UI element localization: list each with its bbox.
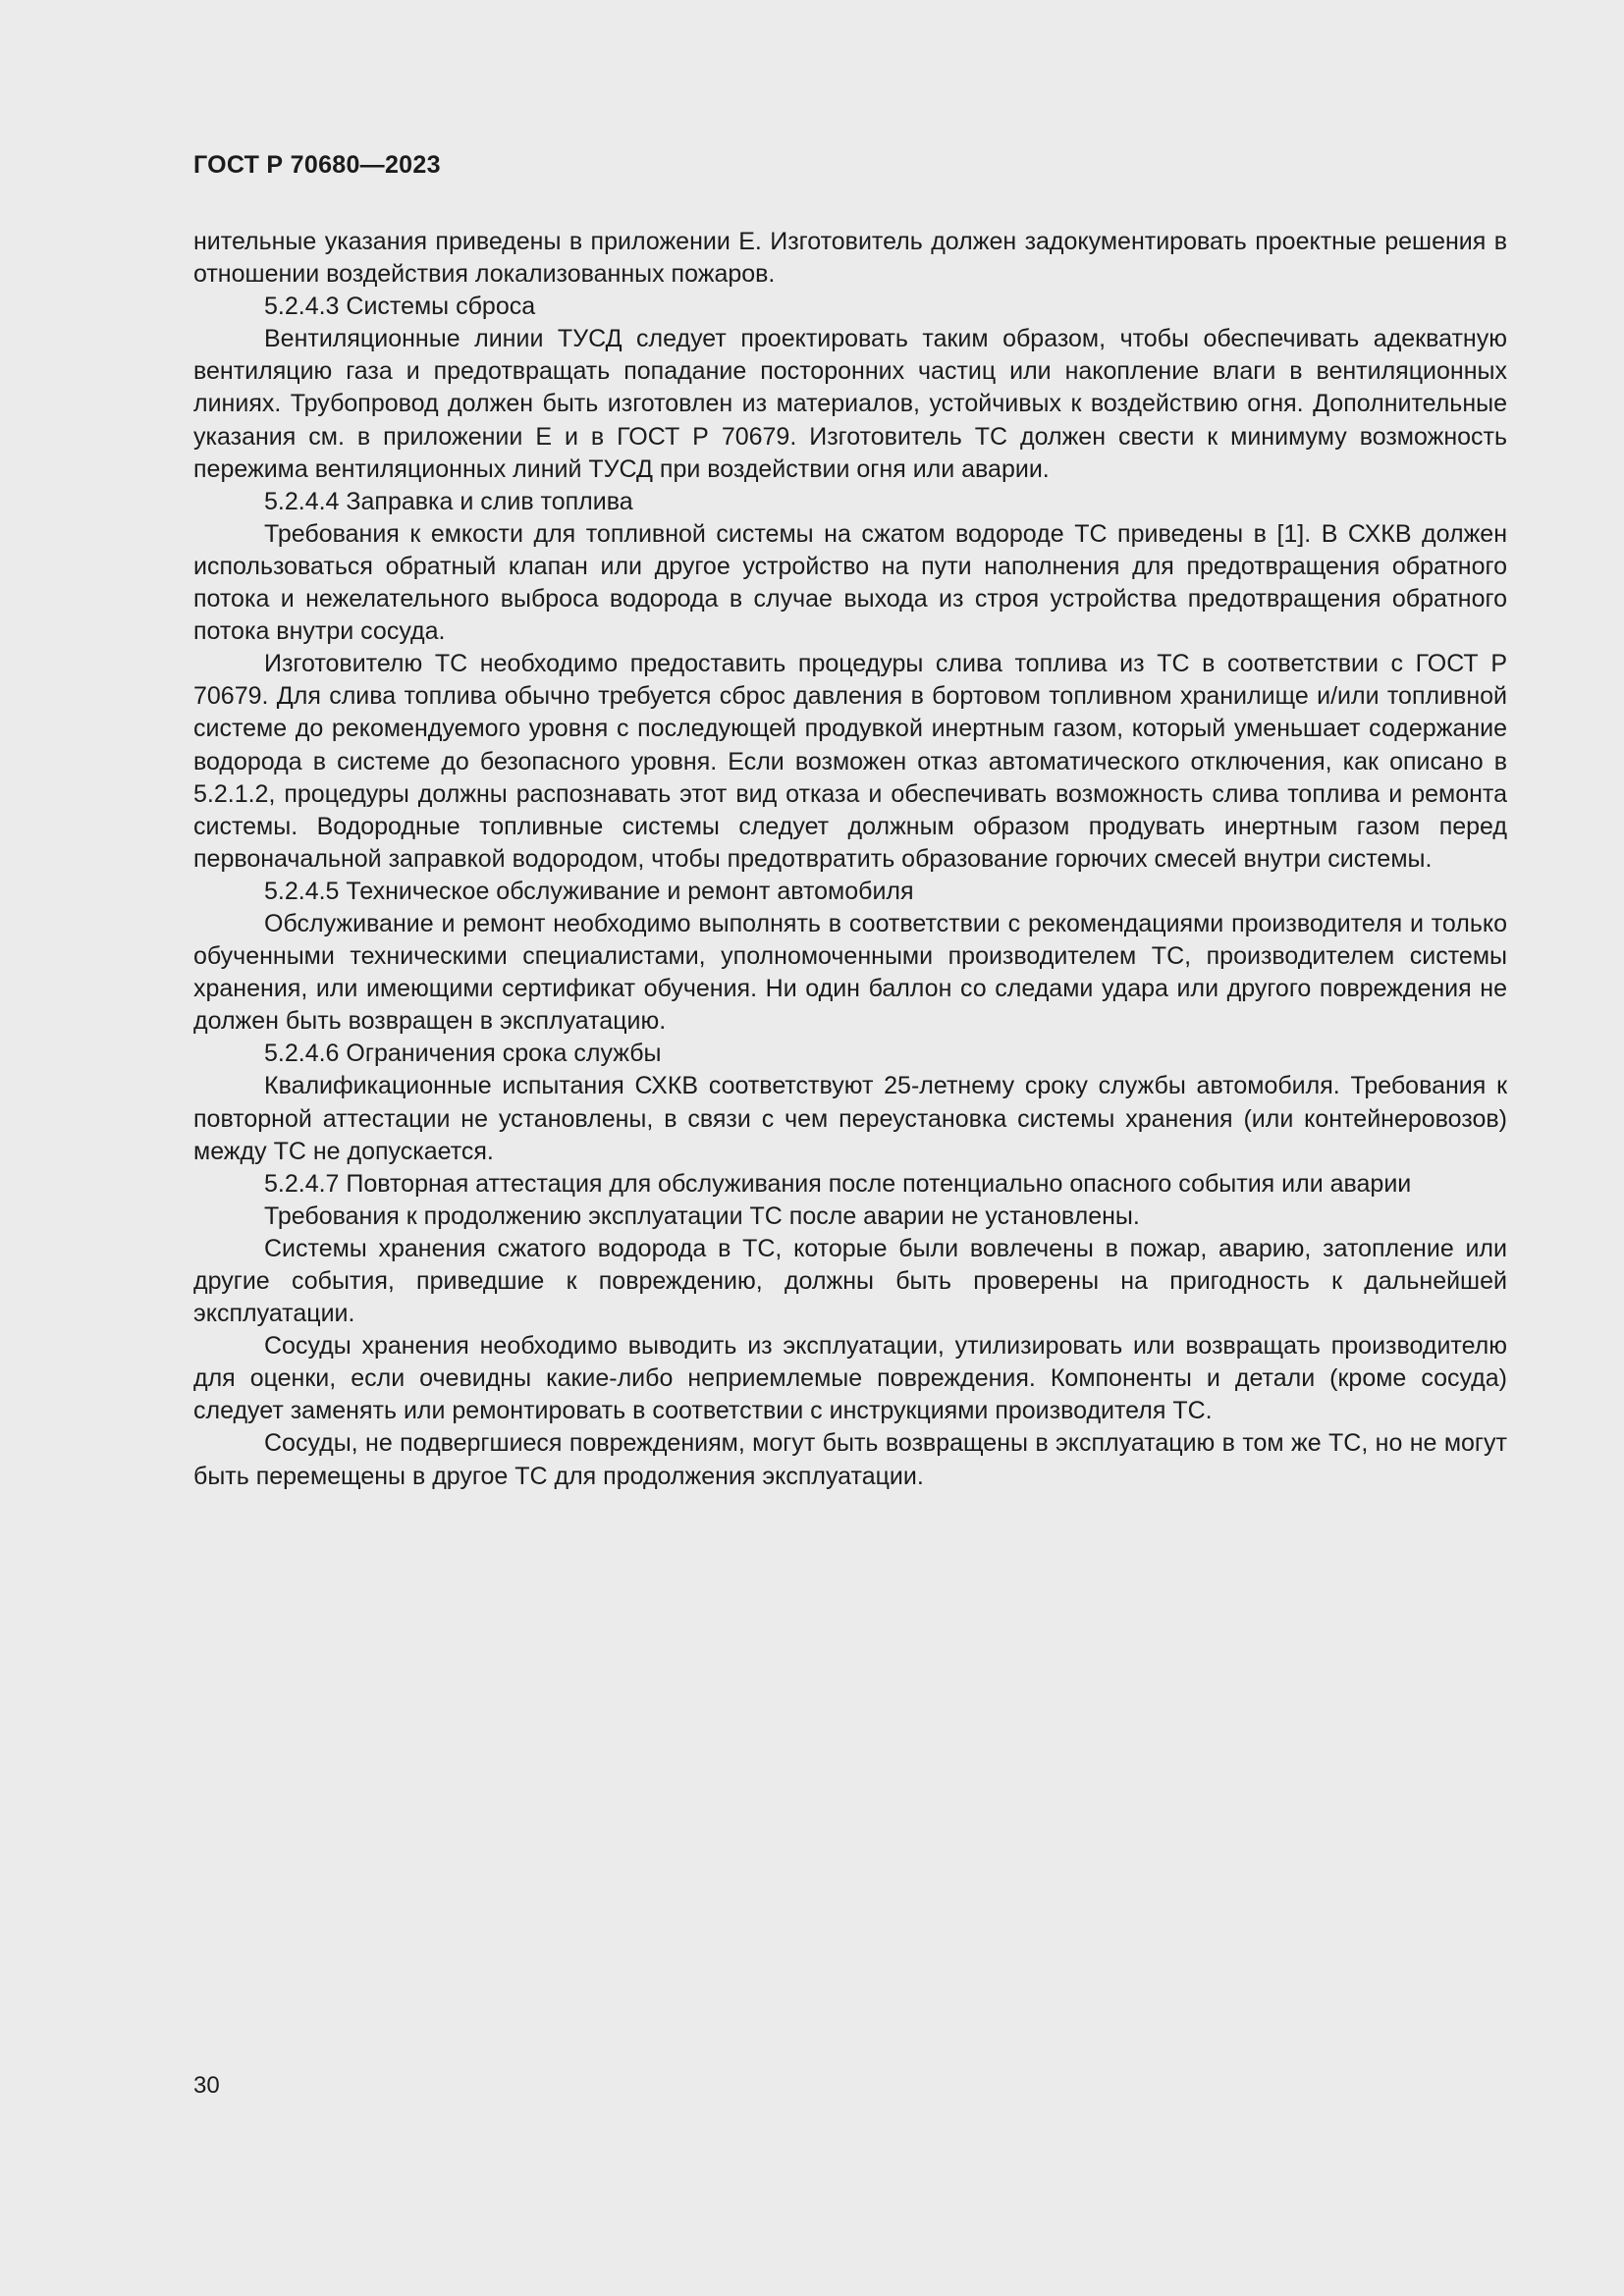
section-heading-5-2-4-4: 5.2.4.4 Заправка и слив топлива — [264, 487, 633, 515]
body-paragraph: Квалификационные испытания СХКВ соответствуют 25-летнему сроку службы автомобиля. Требования к повторной аттестации не установлены, в связи с чем переустановка системы хранения (или контейнеровозов) между ТС не допускается. — [193, 1072, 1507, 1165]
section-heading-5-2-4-5: 5.2.4.5 Техническое обслуживание и ремонт автомобиля — [264, 877, 914, 905]
body-paragraph: Сосуды, не подвергшиеся повреждениям, могут быть возвращены в эксплуатацию в том же ТС, но не могут быть перемещены в другое ТС для продолжения эксплуатации. — [193, 1429, 1507, 1490]
section-heading-5-2-4-6: 5.2.4.6 Ограничения срока службы — [264, 1040, 662, 1068]
section-heading-5-2-4-7: 5.2.4.7 Повторная аттестация для обслуживания после потенциально опасного события или аварии — [264, 1169, 1412, 1198]
running-header: ГОСТ Р 70680—2023 — [193, 151, 441, 179]
body-paragraph: Сосуды хранения необходимо выводить из эксплуатации, утилизировать или возвращать производителю для оценки, если очевидны какие-либо неприемлемые повреждения. Компоненты и детали (кроме сосуда) следует заменять или ремонтировать в соответствии с инструкциями производителя ТС. — [193, 1332, 1507, 1425]
body-paragraph: Требования к емкости для топливной системы на сжатом водороде ТС приведены в [1]. В СХКВ должен использоваться обратный клапан или другое устройство на пути наполнения для предотвращения обратного потока и нежелательного выброса водорода в случае выхода из строя устройства предотвращения обратного потока внутри сосуда. — [193, 519, 1507, 646]
body-paragraph: Требования к продолжению эксплуатации ТС после аварии не установлены. — [264, 1201, 1140, 1230]
document-body — [193, 226, 1507, 1493]
continuation-paragraph: нительные указания приведены в приложении Е. Изготовитель должен задокументировать проектные решения в отношении воздействия локализованных пожаров. — [193, 228, 1507, 289]
section-heading-5-2-4-3: 5.2.4.3 Системы сброса — [264, 293, 536, 321]
page-number: 30 — [193, 2072, 220, 2099]
body-paragraph: Изготовителю ТС необходимо предоставить процедуры слива топлива из ТС в соответствии с ГОСТ Р 70679. Для слива топлива обычно требуется сброс давления в бортовом топливном хранилище и/или топливной системе до рекомендуемого уровня с последующей продувкой инертным газом, который уменьшает содержание водорода в системе до безопасного уровня. Если возможен отказ автоматического отключения, как описано в 5.2.1.2, процедуры должны распознавать этот вид отказа и обеспечивать возможность слива топлива и ремонта системы. Водородные топливные системы следует должным образом продувать инертным газом перед первоначальной заправкой водородом, чтобы предотвратить образование горючих смесей внутри системы. — [193, 650, 1507, 873]
body-paragraph: Вентиляционные линии ТУСД следует проектировать таким образом, чтобы обеспечивать адекватную вентиляцию газа и предотвращать попадание посторонних частиц или накопление влаги в вентиляционных линиях. Трубопровод должен быть изготовлен из материалов, устойчивых к воздействию огня. Дополнительные указания см. в приложении Е и в ГОСТ Р 70679. Изготовитель ТС должен свести к минимуму возможность пережима вентиляционных линий ТУСД при воздействии огня или аварии. — [193, 325, 1507, 483]
body-paragraph: Системы хранения сжатого водорода в ТС, которые были вовлечены в пожар, аварию, затопление или другие события, приведшие к повреждению, должны быть проверены на пригодность к дальнейшей эксплуатации. — [193, 1234, 1507, 1328]
body-paragraph: Обслуживание и ремонт необходимо выполнять в соответствии с рекомендациями производителя и только обученными техническими специалистами, уполномоченными производителем ТС, производителем системы хранения, или имеющими сертификат обучения. Ни один баллон со следами удара или другого повреждения не должен быть возвращен в эксплуатацию. — [193, 909, 1507, 1036]
